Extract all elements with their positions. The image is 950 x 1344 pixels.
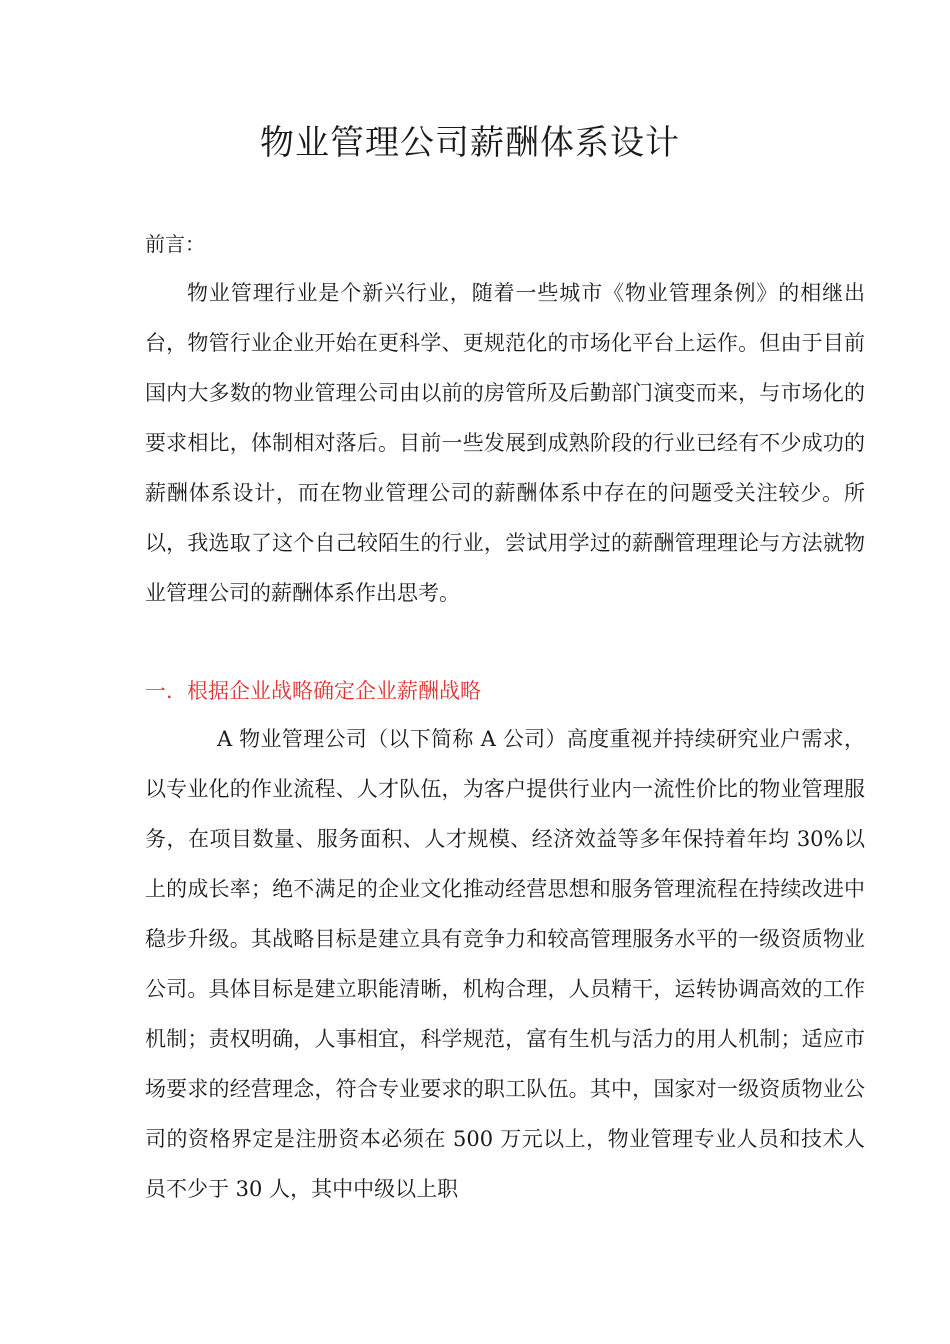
preface-label: 前言： bbox=[145, 232, 205, 256]
section-1-paragraph: A 物业管理公司（以下简称 A 公司）高度重视并持续研究业户需求，以专业化的作业流程、人才队伍，为客户提供行业内一流性价比的物业管理服务，在项目数量、服务面积、人才规模、经济效益等多年保持着年均 30%以上的成长率；绝不满足的企业文化推动经营思想和服务管理流程在持续改进中稳步升级。其战略目标是建立具有竞争力和较高管理服务水平的一级资质物业公司。具体目标是建立职能清晰，机构合理，人员精干，运转协调高效的工作机制；责权明确，人事相宜，科学规范，富有生机与活力的用人机制；适应市场要求的经营理念，符合专业要求的职工队伍。其中，国家对一级资质物业公司的资格界定是注册资本必须在 500 万元以上，物业管理专业人员和技术人员不少于 30 人，其中中级以上职 bbox=[145, 727, 865, 1201]
preface-paragraph: 物业管理行业是个新兴行业，随着一些城市《物业管理条例》的相继出台，物管行业企业开始在更科学、更规范化的市场化平台上运作。但由于目前国内大多数的物业管理公司由以前的房管所及后勤部门演变而来，与市场化的要求相比，体制相对落后。目前一些发展到成熟阶段的行业已经有不少成功的薪酬体系设计，而在物业管理公司的薪酬体系中存在的问题受关注较少。所以，我选取了这个自己较陌生的行业，尝试用学过的薪酬管理理论与方法就物业管理公司的薪酬体系作出思考。 bbox=[145, 281, 865, 605]
document-title: 物业管理公司薪酬体系设计 bbox=[260, 123, 680, 163]
section-1-heading: 一．根据企业战略确定企业薪酬战略 bbox=[145, 679, 481, 703]
